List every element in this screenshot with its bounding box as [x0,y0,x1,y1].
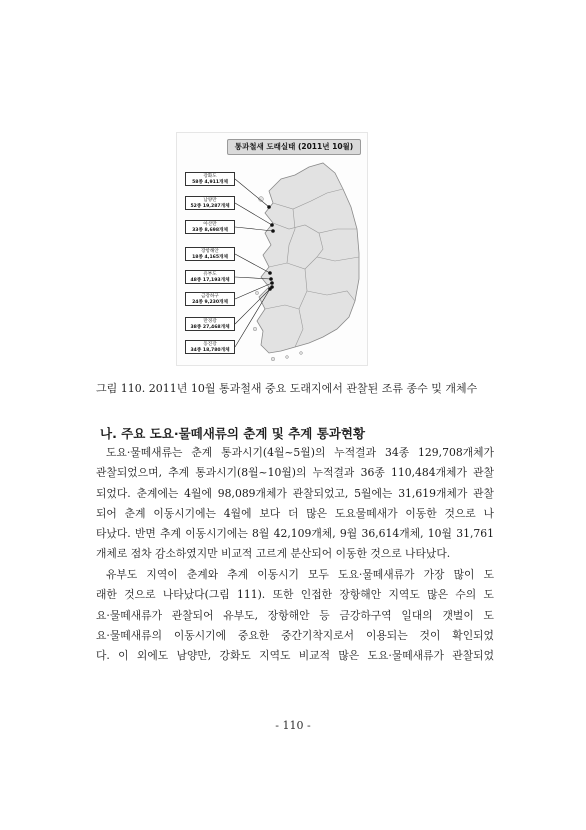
site-label-ganghwado: 강화도 58종 4,911개체 [185,172,235,186]
text-line: 도요·물떼새류는 춘계 통과시기(4월~5월)의 누적결과 34종 129,708개체가 [106,446,494,459]
site-marker [268,271,272,275]
text-line: 요·물떼새류가 관찰되어 유부도, 장항해안 등 금강하구역 일대의 갯벌이 도 [96,608,494,622]
site-marker [270,223,274,227]
text-line: 요·물떼새류의 이동시기에 중요한 중간기착지로서 이용되는 것이 확인되었 [96,628,494,642]
text-line: 다. 이 외에도 남양만, 강화도 지역도 비교적 많은 도요·물떼새류가 관찰되었 [96,649,494,663]
text-line: 관찰되었으며, 추계 통과시기(8월~10월)의 누적결과 36종 110,484개체가 관찰 [96,466,494,480]
site-marker [269,277,273,281]
paragraph-1 [96,443,494,565]
map-title: 통과철새 도래실태 (2011년 10월) [227,139,361,155]
site-marker [270,281,274,285]
text-line: 래한 것으로 나타났다(그림 111). 또한 인접한 장항해안 지역도 많은 수의 도 [96,588,494,602]
site-label-mangyeong: 만경강 38종 27,468개체 [185,317,235,331]
page-number: - 110 - [275,719,311,732]
map-figure [176,132,368,366]
text-line: 유부도 지역이 춘계와 추계 이동시기 모두 도요·물떼새류가 가장 많이 도 [106,568,494,581]
site-label-janghang: 장항해안 18종 4,165개체 [185,247,235,261]
site-label-dongjin: 동진강 34종 18,780개체 [185,340,235,354]
site-marker [267,205,271,209]
site-label-yubudo: 유부도 48종 17,193개체 [185,270,235,284]
site-label-namyangman: 남양만 52종 19,287개체 [185,196,235,210]
site-marker [268,287,272,291]
site-label-asanman: 아산만 33종 8,698개체 [185,220,235,234]
paragraph-2 [96,565,494,666]
text-line: 개체로 점차 감소하였지만 비교적 고르게 분산되어 이동한 것으로 나타났다. [96,547,451,561]
text-line: 타났다. 반면 추계 이동시기에는 8월 42,109개체, 9월 36,614개체, 10월 31,761 [96,527,494,541]
site-marker [271,229,275,233]
text-line: 되었다. 춘계에는 4월에 98,089개체가 관찰되었고, 5월에는 31,619개체가 관찰 [96,486,494,500]
section-heading: 나. 주요 도요·물떼새류의 춘계 및 추계 통과현황 [100,426,366,441]
text-line: 되어 춘계 이동시기에는 4월에 보다 더 많은 도요물떼새가 이동한 것으로 나 [96,506,494,520]
site-label-geumgang: 금강하구 24종 9,230개체 [185,292,235,306]
figure-caption: 그림 110. 2011년 10월 통과철새 중요 도래지에서 관찰된 조류 종수 및 개체수 [96,382,478,395]
